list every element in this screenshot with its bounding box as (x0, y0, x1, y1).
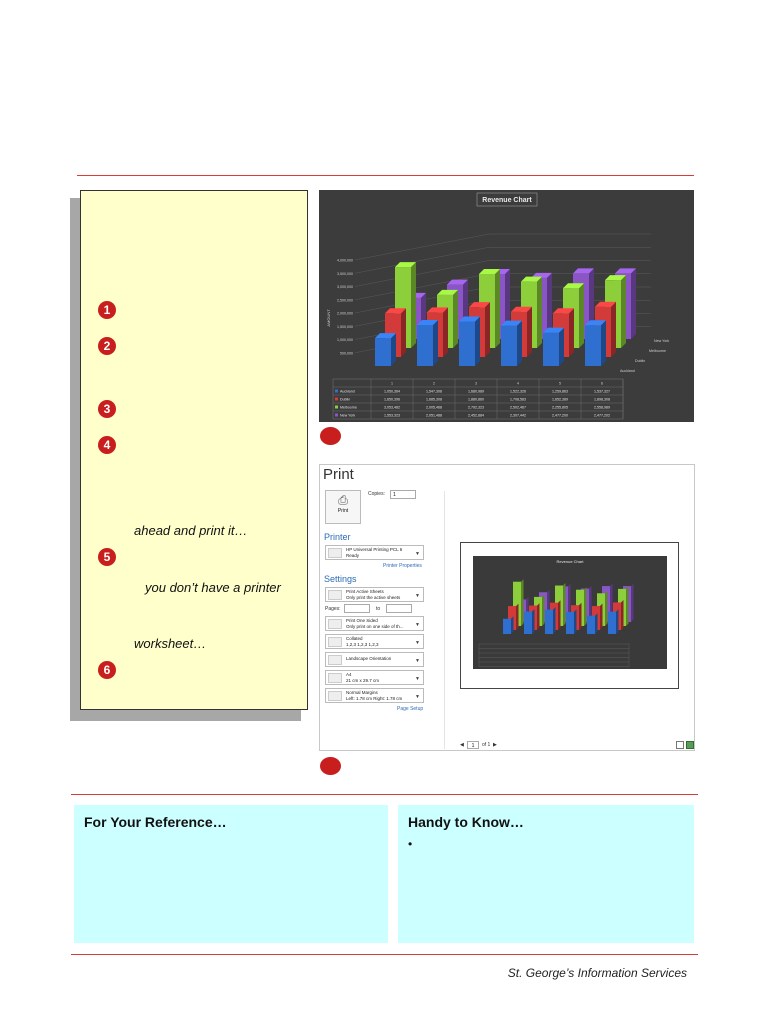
setting-sub: 1,2,3 1,2,3 1,2,3 (346, 642, 379, 647)
setting-sub: Only print on one side of th... (346, 624, 404, 629)
table-cell: 1,680,989 (468, 389, 484, 394)
preview-bar-side (584, 587, 587, 626)
table-series-name: Dublin (340, 397, 351, 402)
bar-side (579, 283, 584, 348)
bar-auckland (459, 321, 475, 366)
setting-print-one-sided[interactable] (325, 616, 424, 631)
chevron-down-icon: ▼ (415, 658, 420, 664)
setting-sub: Left: 1.78 cm Right: 1.78 cm (346, 696, 403, 701)
table-cell: 2,477,200 (552, 413, 568, 418)
one-sided-icon (328, 619, 342, 629)
y-tick-label: 3,000,000 (337, 285, 353, 289)
print-button-label: Print (337, 508, 349, 514)
preview-chart (473, 556, 667, 669)
printer-status: Ready (346, 553, 360, 558)
preview-bar-side (558, 600, 561, 630)
legend-key (335, 390, 338, 393)
next-page-icon[interactable]: ▶ (493, 742, 497, 748)
table-series-name: New York (340, 413, 356, 418)
y-tick-label: 1,500,000 (337, 324, 353, 329)
setting-main: Print One Sided (346, 618, 378, 623)
margins-icon (328, 691, 342, 701)
preview-bar (608, 612, 616, 634)
table-column-header: 4 (517, 381, 519, 386)
setting-main: Normal Margins (346, 690, 378, 695)
preview-bar (545, 610, 553, 634)
print-preview (460, 542, 679, 689)
pages-to-input[interactable] (386, 604, 412, 613)
preview-bar-side (532, 609, 535, 634)
bar-side (411, 262, 416, 348)
depth-label: Melbourne (649, 349, 666, 353)
instruction-text-a: ahead and print it… (134, 523, 248, 538)
panel-divider (444, 491, 445, 749)
preview-bar-side (511, 616, 514, 634)
top-rule (77, 175, 694, 176)
chevron-down-icon: ▼ (415, 593, 420, 599)
preview-bar-side (621, 600, 624, 630)
step-marker-chart (320, 427, 341, 445)
chevron-down-icon: ▼ (415, 640, 420, 646)
reference-title: For Your Reference… (84, 814, 227, 830)
table-cell: 3,053,482 (384, 405, 400, 410)
table-cell: 2,558,989 (594, 405, 610, 410)
preview-bar-side (605, 591, 608, 626)
bar-side (569, 308, 574, 357)
table-cell: 1,547,308 (426, 389, 442, 394)
settings-heading: Settings (324, 574, 357, 584)
bar-side (485, 302, 490, 357)
show-margins-icon[interactable] (676, 741, 684, 749)
zoom-to-page-icon[interactable] (686, 741, 694, 749)
y-tick-label: 4,000,000 (337, 258, 353, 263)
legend-key (335, 406, 338, 409)
bar-side (475, 316, 480, 366)
preview-bar-side (574, 609, 577, 634)
print-title: Print (323, 466, 354, 483)
table-column-header: 2 (433, 381, 435, 386)
preview-bar-side (579, 603, 582, 630)
bar-side (401, 308, 406, 357)
preview-bar-side (563, 583, 566, 626)
table-cell: 2,005,468 (426, 405, 442, 410)
legend-key (335, 398, 338, 401)
pages-from-input[interactable] (344, 604, 370, 613)
table-cell: 1,050,364 (384, 389, 400, 394)
bar-side (621, 275, 626, 348)
step-badge-1: 1 (98, 301, 116, 319)
preview-bar (566, 612, 574, 634)
revenue-chart-image (319, 190, 694, 422)
setting-main: Print Active Sheets (346, 589, 384, 594)
bar-side (537, 277, 542, 348)
chevron-down-icon: ▼ (415, 622, 420, 628)
copies-input[interactable]: 1 (390, 490, 416, 499)
page-setup-link[interactable]: Page Setup (397, 706, 424, 712)
y-tick-label: 3,500,000 (337, 271, 353, 276)
printer-device-icon (328, 548, 342, 558)
table-cell: 1,708,583 (510, 397, 526, 402)
y-tick-label: 2,000,000 (337, 311, 353, 316)
landscape-icon (328, 655, 342, 665)
bar-side (433, 320, 438, 366)
step-badge-5: 5 (98, 548, 116, 566)
chevron-down-icon: ▼ (415, 694, 420, 700)
paper-icon (328, 673, 342, 683)
bar-auckland (375, 338, 391, 366)
step-badge-3: 3 (98, 400, 116, 418)
page-of-label: of 1 (482, 742, 491, 748)
y-tick-label: 500,000 (340, 351, 353, 356)
bar-side (517, 321, 522, 366)
setting-margins[interactable] (325, 688, 424, 703)
printer-properties-link[interactable]: Printer Properties (383, 563, 422, 569)
instruction-text-b: you don’t have a printer (145, 580, 281, 595)
table-cell: 2,477,202 (594, 413, 610, 418)
chevron-down-icon: ▼ (415, 551, 420, 557)
print-backstage-image (319, 464, 695, 751)
y-tick-label: 1,000,000 (337, 338, 353, 342)
preview-bar-side (542, 594, 545, 626)
setting-print-active-sheets[interactable] (325, 587, 424, 602)
table-cell: 2,502,467 (510, 405, 526, 410)
footer-text: St. George’s Information Services (507, 966, 687, 980)
preview-bar-side (626, 586, 629, 626)
setting-main: Landscape Orientation (346, 656, 392, 661)
step-badge-6: 6 (98, 661, 116, 679)
preview-bar-side (631, 584, 634, 622)
table-series-name: Auckland (340, 389, 355, 394)
bar-side (495, 269, 500, 348)
bar-side (391, 333, 396, 366)
depth-label: Dublin (635, 359, 646, 363)
table-column-header: 3 (475, 381, 477, 386)
preview-bar-side (600, 604, 603, 630)
setting-main: A4 (346, 672, 352, 677)
table-cell: 2,452,884 (468, 413, 484, 418)
table-cell: 1,880,860 (468, 397, 484, 402)
bar-auckland (543, 333, 559, 366)
setting-main: Collated (346, 636, 363, 641)
preview-bar (587, 616, 595, 634)
table-cell: 1,685,308 (426, 397, 442, 402)
table-column-header: 5 (559, 381, 561, 386)
table-cell: 1,650,396 (384, 397, 400, 402)
table-cell: 1,259,863 (552, 389, 568, 394)
bar-auckland (585, 325, 601, 366)
bar-side (559, 328, 564, 366)
handy-title: Handy to Know… (408, 814, 524, 830)
instruction-text-c: worksheet… (134, 636, 207, 651)
bar-side (443, 307, 448, 357)
step-badge-2: 2 (98, 337, 116, 355)
table-cell: 1,553,323 (384, 413, 400, 418)
preview-bar-side (553, 607, 556, 634)
page-number-input[interactable]: 1 (467, 741, 479, 749)
pages-label: Pages: (325, 606, 341, 612)
print-button[interactable] (325, 490, 361, 524)
preview-bar-side (616, 609, 619, 634)
table-cell: 2,792,323 (468, 405, 484, 410)
table-cell: 2,255,805 (552, 405, 568, 410)
sheets-icon (328, 590, 342, 600)
table-cell: 2,051,488 (426, 413, 442, 418)
printer-icon: ⎙ (338, 493, 348, 507)
collated-icon (328, 637, 342, 647)
bar-auckland (417, 325, 433, 366)
revenue-chart (319, 190, 694, 422)
preview-chart-title: Revenue Chart (556, 559, 584, 564)
instruction-note (80, 190, 308, 710)
bar-auckland (501, 326, 517, 366)
legend-key (335, 414, 338, 417)
handy-bullet: • (408, 837, 413, 851)
step-marker-print (320, 757, 341, 775)
preview-bar-side (521, 579, 524, 626)
table-cell: 1,537,327 (594, 389, 610, 394)
bar-side (527, 307, 532, 357)
chevron-down-icon: ▼ (415, 676, 420, 682)
table-column-header: 6 (601, 381, 603, 386)
printer-dropdown[interactable] (325, 545, 424, 560)
bar-side (453, 290, 458, 348)
printer-heading: Printer (324, 532, 351, 542)
setting-sub: Only print the active sheets (346, 595, 401, 600)
reference-box-left (74, 805, 388, 943)
table-cell: 2,307,442 (510, 413, 526, 418)
reference-box-right (398, 805, 694, 943)
y-axis-label: AMOUNT (326, 309, 331, 327)
table-column-header: 1 (391, 381, 393, 386)
y-tick-label: 2,500,000 (337, 298, 353, 303)
depth-label: Auckland (620, 369, 635, 373)
pages-to-label: to (376, 606, 381, 612)
table-series-name: Melbourne (340, 405, 357, 410)
preview-bar-side (516, 604, 519, 630)
setting-sub: 21 cm x 29.7 cm (346, 678, 380, 683)
table-cell: 1,652,389 (552, 397, 568, 402)
bar-side (611, 302, 616, 357)
setting-orientation[interactable] (325, 652, 424, 667)
middle-rule (71, 794, 698, 795)
preview-bar-side (595, 613, 598, 634)
step-badge-4: 4 (98, 436, 116, 454)
preview-bar (524, 612, 532, 634)
printer-name: HP Universal Printing PCL 6 (346, 547, 403, 552)
chart-title: Revenue Chart (482, 197, 532, 204)
preview-bar-side (537, 603, 540, 630)
bottom-rule (71, 954, 698, 955)
copies-label: Copies: (368, 491, 385, 497)
table-cell: 1,522,326 (510, 389, 526, 394)
prev-page-icon[interactable]: ◀ (460, 742, 464, 748)
bar-side (601, 320, 606, 366)
depth-label: New York (654, 339, 670, 343)
preview-bar (503, 619, 511, 634)
table-cell: 1,898,308 (594, 397, 610, 402)
setting-collated[interactable] (325, 634, 424, 649)
setting-paper-size[interactable] (325, 670, 424, 685)
bar-side (631, 268, 636, 339)
